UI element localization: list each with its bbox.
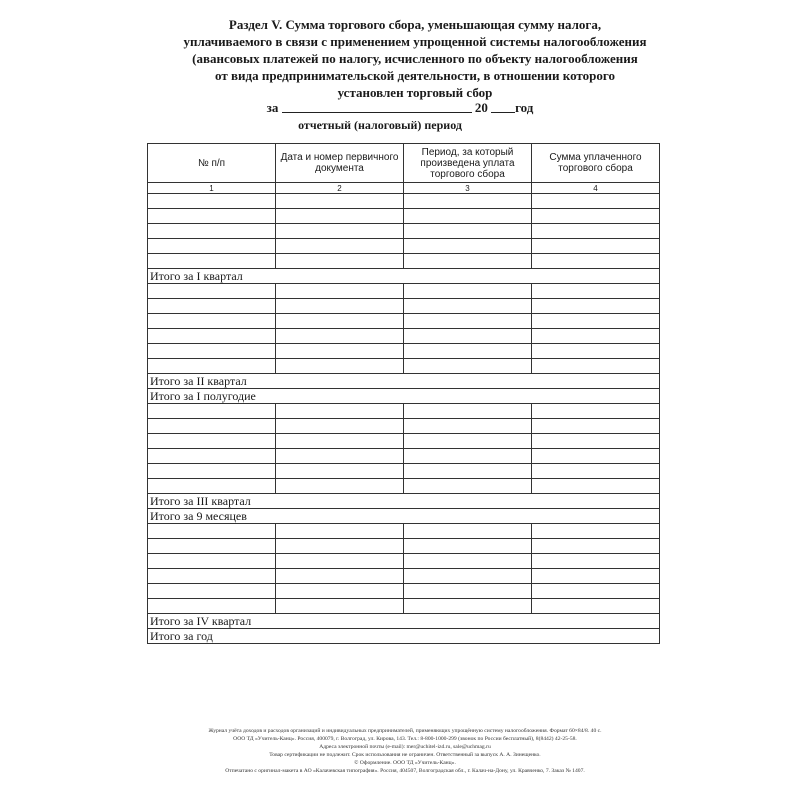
cell[interactable] <box>148 299 276 314</box>
cell[interactable] <box>404 599 532 614</box>
cell[interactable] <box>404 209 532 224</box>
cell[interactable] <box>148 449 276 464</box>
cell[interactable] <box>532 554 660 569</box>
cell[interactable] <box>148 194 276 209</box>
table-row <box>148 284 660 299</box>
table-row <box>148 329 660 344</box>
cell[interactable] <box>532 539 660 554</box>
column-number: 2 <box>276 183 404 194</box>
cell[interactable] <box>404 554 532 569</box>
cell[interactable] <box>148 569 276 584</box>
cell[interactable] <box>276 584 404 599</box>
cell[interactable] <box>532 194 660 209</box>
cell[interactable] <box>276 434 404 449</box>
cell[interactable] <box>276 479 404 494</box>
cell[interactable] <box>148 224 276 239</box>
cell[interactable] <box>532 524 660 539</box>
cell[interactable] <box>532 239 660 254</box>
cell[interactable] <box>404 464 532 479</box>
cell[interactable] <box>148 479 276 494</box>
cell[interactable] <box>276 539 404 554</box>
table-row <box>148 194 660 209</box>
footer-line: ООО ТД «Учитель-Канц». Россия, 400079, г. Волгоград, ул. Кирова, 143. Тел.: 8-800-1000-299 (звонок по России бесплатный), 8(8442) 42-25-58. <box>233 736 577 742</box>
footer-line: © Оформление. ООО ТД «Учитель-Канц». <box>354 760 456 766</box>
cell[interactable] <box>404 359 532 374</box>
cell[interactable] <box>148 239 276 254</box>
table-row <box>148 314 660 329</box>
cell[interactable] <box>404 224 532 239</box>
column-number: 3 <box>404 183 532 194</box>
total-row-year <box>148 629 660 644</box>
cell[interactable] <box>404 449 532 464</box>
cell[interactable] <box>532 419 660 434</box>
period-blank[interactable] <box>282 100 472 113</box>
cell[interactable] <box>276 344 404 359</box>
cell[interactable] <box>532 344 660 359</box>
col-header-amount: Сумма уплаченного торгового сбора <box>532 144 660 183</box>
table-row <box>148 464 660 479</box>
footer-line: Отпечатано с оригинал-макета в АО «Калачевская типография». Россия, 404507, Волгоградская обл., г. Калач-на-Дону, ул. Кравченко, 7. Заказ № 1407. <box>225 768 585 774</box>
col-header-document: Дата и номер первичного документа <box>276 144 404 183</box>
table-row <box>148 554 660 569</box>
cell[interactable] <box>148 464 276 479</box>
table-row <box>148 254 660 269</box>
cell[interactable] <box>404 314 532 329</box>
total-row-q2 <box>148 374 660 389</box>
cell[interactable] <box>148 599 276 614</box>
cell[interactable] <box>532 449 660 464</box>
cell[interactable] <box>532 569 660 584</box>
cell[interactable] <box>276 314 404 329</box>
total-row-q3 <box>148 494 660 509</box>
cell[interactable] <box>276 239 404 254</box>
total-label: Итого за IV квартал <box>148 614 660 629</box>
cell[interactable] <box>404 329 532 344</box>
cell[interactable] <box>532 584 660 599</box>
cell[interactable] <box>404 434 532 449</box>
cell[interactable] <box>276 449 404 464</box>
table-row <box>148 209 660 224</box>
total-row-9m <box>148 509 660 524</box>
cell[interactable] <box>404 404 532 419</box>
cell[interactable] <box>148 434 276 449</box>
column-numbers-row <box>148 183 660 194</box>
col-header-period: Период, за который произведена уплата торгового сбора <box>404 144 532 183</box>
cell[interactable] <box>148 584 276 599</box>
table-row <box>148 569 660 584</box>
period-prefix: за <box>266 100 279 115</box>
title-line: уплачиваемого в связи с применением упрощенной системы налогообложения <box>183 34 647 49</box>
cell[interactable] <box>276 404 404 419</box>
cell[interactable] <box>148 359 276 374</box>
table-row <box>148 404 660 419</box>
footer-line: Адреса электронной почты (e-mail): mer@uchitel-izd.ru, sale@uchmag.ru <box>319 744 491 750</box>
col-header-number: № п/п <box>148 144 276 183</box>
cell[interactable] <box>404 524 532 539</box>
cell[interactable] <box>532 284 660 299</box>
total-label: Итого за 9 месяцев <box>148 509 660 524</box>
cell[interactable] <box>276 224 404 239</box>
column-number: 1 <box>148 183 276 194</box>
trade-fee-table <box>147 143 660 644</box>
total-row-h1 <box>148 389 660 404</box>
cell[interactable] <box>148 284 276 299</box>
period-caption: отчетный (налоговый) период <box>298 118 462 132</box>
table-row <box>148 479 660 494</box>
cell[interactable] <box>532 314 660 329</box>
total-label: Итого за I полугодие <box>148 389 660 404</box>
cell[interactable] <box>276 464 404 479</box>
cell[interactable] <box>404 284 532 299</box>
cell[interactable] <box>404 344 532 359</box>
total-row-q1 <box>148 269 660 284</box>
cell[interactable] <box>276 209 404 224</box>
cell[interactable] <box>276 569 404 584</box>
footer-line: Товар сертификации не подлежит. Срок использования не ограничен. Ответственный за выпуск А. А. Зинещенко. <box>269 752 541 758</box>
table-row <box>148 239 660 254</box>
table-row <box>148 359 660 374</box>
cell[interactable] <box>276 554 404 569</box>
cell[interactable] <box>148 314 276 329</box>
title-line: установлен торговый сбор <box>337 85 493 100</box>
table-row <box>148 299 660 314</box>
total-label: Итого за III квартал <box>148 494 660 509</box>
cell[interactable] <box>148 344 276 359</box>
cell[interactable] <box>148 554 276 569</box>
total-label: Итого за I квартал <box>148 269 660 284</box>
title-line: от вида предпринимательской деятельности, в отношении которого <box>215 68 615 83</box>
cell[interactable] <box>532 599 660 614</box>
cell[interactable] <box>404 569 532 584</box>
cell[interactable] <box>404 419 532 434</box>
cell[interactable] <box>404 584 532 599</box>
title-line: Раздел V. Сумма торгового сбора, уменьшающая сумму налога, <box>228 17 602 32</box>
cell[interactable] <box>404 194 532 209</box>
year-blank[interactable] <box>491 100 515 113</box>
table-row <box>148 599 660 614</box>
cell[interactable] <box>532 224 660 239</box>
footer-line: Журнал учёта доходов и расходов организаций и индивидуальных предпринимателей, применяющих упрощённую систему налогообложения. Формат 60×84/8. 40 с. <box>208 728 602 734</box>
cell[interactable] <box>276 524 404 539</box>
cell[interactable] <box>276 284 404 299</box>
table-row <box>148 584 660 599</box>
cell[interactable] <box>148 329 276 344</box>
cell[interactable] <box>532 404 660 419</box>
cell[interactable] <box>148 524 276 539</box>
cell[interactable] <box>276 254 404 269</box>
cell[interactable] <box>276 419 404 434</box>
total-row-q4 <box>148 614 660 629</box>
cell[interactable] <box>148 419 276 434</box>
cell[interactable] <box>532 254 660 269</box>
cell[interactable] <box>532 464 660 479</box>
table-row <box>148 344 660 359</box>
table-row <box>148 449 660 464</box>
period-field <box>0 100 800 116</box>
cell[interactable] <box>148 539 276 554</box>
cell[interactable] <box>276 299 404 314</box>
cell[interactable] <box>276 599 404 614</box>
cell[interactable] <box>532 479 660 494</box>
cell[interactable] <box>276 194 404 209</box>
cell[interactable] <box>148 404 276 419</box>
cell[interactable] <box>276 359 404 374</box>
cell[interactable] <box>404 479 532 494</box>
total-label: Итого за II квартал <box>148 374 660 389</box>
table-row <box>148 419 660 434</box>
cell[interactable] <box>404 539 532 554</box>
total-label: Итого за год <box>148 629 660 644</box>
period-year: 20 <box>474 100 488 115</box>
cell[interactable] <box>532 359 660 374</box>
cell[interactable] <box>532 299 660 314</box>
cell[interactable] <box>404 254 532 269</box>
column-number: 4 <box>532 183 660 194</box>
table-row <box>148 539 660 554</box>
cell[interactable] <box>148 209 276 224</box>
imprint-footer <box>150 727 660 775</box>
cell[interactable] <box>148 254 276 269</box>
table-row <box>148 224 660 239</box>
cell[interactable] <box>404 299 532 314</box>
cell[interactable] <box>532 434 660 449</box>
table-row <box>148 524 660 539</box>
cell[interactable] <box>532 329 660 344</box>
period-suffix: год <box>515 100 534 115</box>
title-line: (авансовых платежей по налогу, исчисленного по объекту налогообложения <box>192 51 638 66</box>
cell[interactable] <box>532 209 660 224</box>
cell[interactable] <box>404 239 532 254</box>
cell[interactable] <box>276 329 404 344</box>
section-title <box>150 16 680 101</box>
table-row <box>148 434 660 449</box>
